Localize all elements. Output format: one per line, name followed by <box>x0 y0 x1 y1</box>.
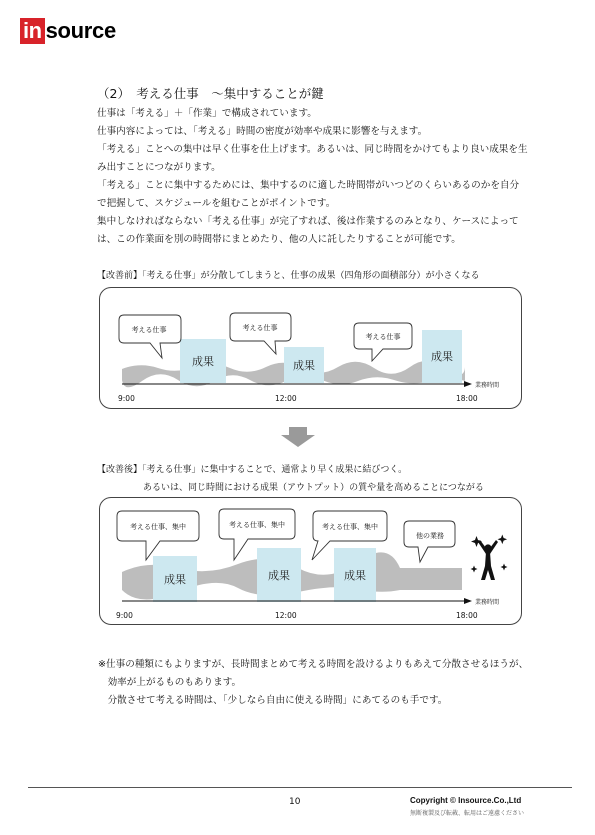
logo-source: source <box>45 18 116 43</box>
before-diagram <box>99 287 522 409</box>
after-bubble-text: 考える仕事、集中 <box>229 521 285 529</box>
after-time-tick: 9:00 <box>116 611 133 620</box>
note-line: 分散させて考える時間は、「少しなら自由に使える時間」にあてるのも手です。 <box>98 695 448 706</box>
before-caption: 【改善前】「考える仕事」が分散してしまうと、仕事の成果（四角形の面積部分）が小さくなる <box>97 271 480 281</box>
before-bubble-2 <box>230 313 291 354</box>
before-result-label: 成果 <box>431 350 453 363</box>
intro-text <box>97 105 557 249</box>
intro-line: み出すことにつながります。 <box>97 162 221 173</box>
before-bubble-3 <box>354 323 412 361</box>
before-bubble-text: 考える仕事 <box>242 324 278 332</box>
intro-line: で把握して、スケジュールを組むことがポイントです。 <box>97 198 336 209</box>
after-time-tick: 18:00 <box>456 611 478 620</box>
intro-line: 「考える」ことに集中するためには、集中するのに適した時間帯がいつどのくらいあるのかを自分 <box>97 180 520 191</box>
intro-line: は、この作業面を別の時間帯にまとめたり、他の人に託したりすることが可能です。 <box>97 234 461 245</box>
intro-line: 「考える」ことへの集中は早く仕事を仕上げます。あるいは、同じ時間をかけてもより良い成果を生 <box>97 144 528 155</box>
note-line: ※仕事の種類にもよりますが、長時間まとめて考える時間を設けるよりもあえて分散させるほうが、 <box>98 659 529 670</box>
after-bubble-1 <box>117 511 199 560</box>
before-bubble-1 <box>119 315 181 358</box>
before-result-label: 成果 <box>293 359 315 372</box>
after-axis-arrow <box>464 598 472 604</box>
after-result-label: 成果 <box>344 569 366 582</box>
after-caption: 【改善後】「考える仕事」に集中することで、通常より早く成果に結びつく。 <box>97 465 408 475</box>
after-result-label: 成果 <box>164 573 186 586</box>
before-bubble-text: 考える仕事 <box>365 333 401 341</box>
footer-divider <box>28 787 572 788</box>
after-time-tick: 12:00 <box>275 611 297 620</box>
intro-line: 仕事内容によっては、「考える」時間の密度が効率や成果に影響を与えます。 <box>97 126 428 137</box>
down-arrow-icon <box>281 427 315 451</box>
section-title: （2） 考える仕事 ～集中することが鍵 <box>97 86 324 101</box>
copyright-notice: 無断複製及び転載、転用はご遠慮ください <box>410 810 525 817</box>
after-diagram <box>99 497 522 625</box>
after-caption-sub: あるいは、同じ時間における成果（アウトプット）の質や量を高めることにつながる <box>143 483 484 493</box>
after-other-bubble-text: 他の業務 <box>416 532 444 540</box>
before-axis-arrow <box>464 381 472 387</box>
logo-in: in <box>20 18 45 44</box>
before-bubble-text: 考える仕事 <box>131 326 167 334</box>
before-axis-label: 業務時間 <box>475 382 500 389</box>
before-time-tick: 18:00 <box>456 394 478 403</box>
before-result-label: 成果 <box>192 355 214 368</box>
after-bubble-text: 考える仕事、集中 <box>322 523 378 531</box>
page-number: 10 <box>289 797 301 807</box>
after-bubble-text: 考える仕事、集中 <box>130 523 186 531</box>
insource-logo <box>20 18 116 44</box>
notes <box>98 656 528 710</box>
intro-line: 集中しなければならない「考える仕事」が完了すれば、後は作業するのみとなり、ケースによって <box>97 216 519 227</box>
before-time-tick: 9:00 <box>118 394 135 403</box>
intro-line: 仕事は「考える」＋「作業」で構成されています。 <box>97 108 317 119</box>
note-line: 効率が上がるものもあります。 <box>98 677 242 688</box>
after-other-bubble <box>404 521 455 562</box>
after-axis-label: 業務時間 <box>475 599 500 606</box>
cheering-person-icon <box>471 535 508 581</box>
after-result-label: 成果 <box>268 569 290 582</box>
before-time-tick: 12:00 <box>275 394 297 403</box>
copyright: Copyright © Insource.Co.,Ltd <box>410 796 522 805</box>
